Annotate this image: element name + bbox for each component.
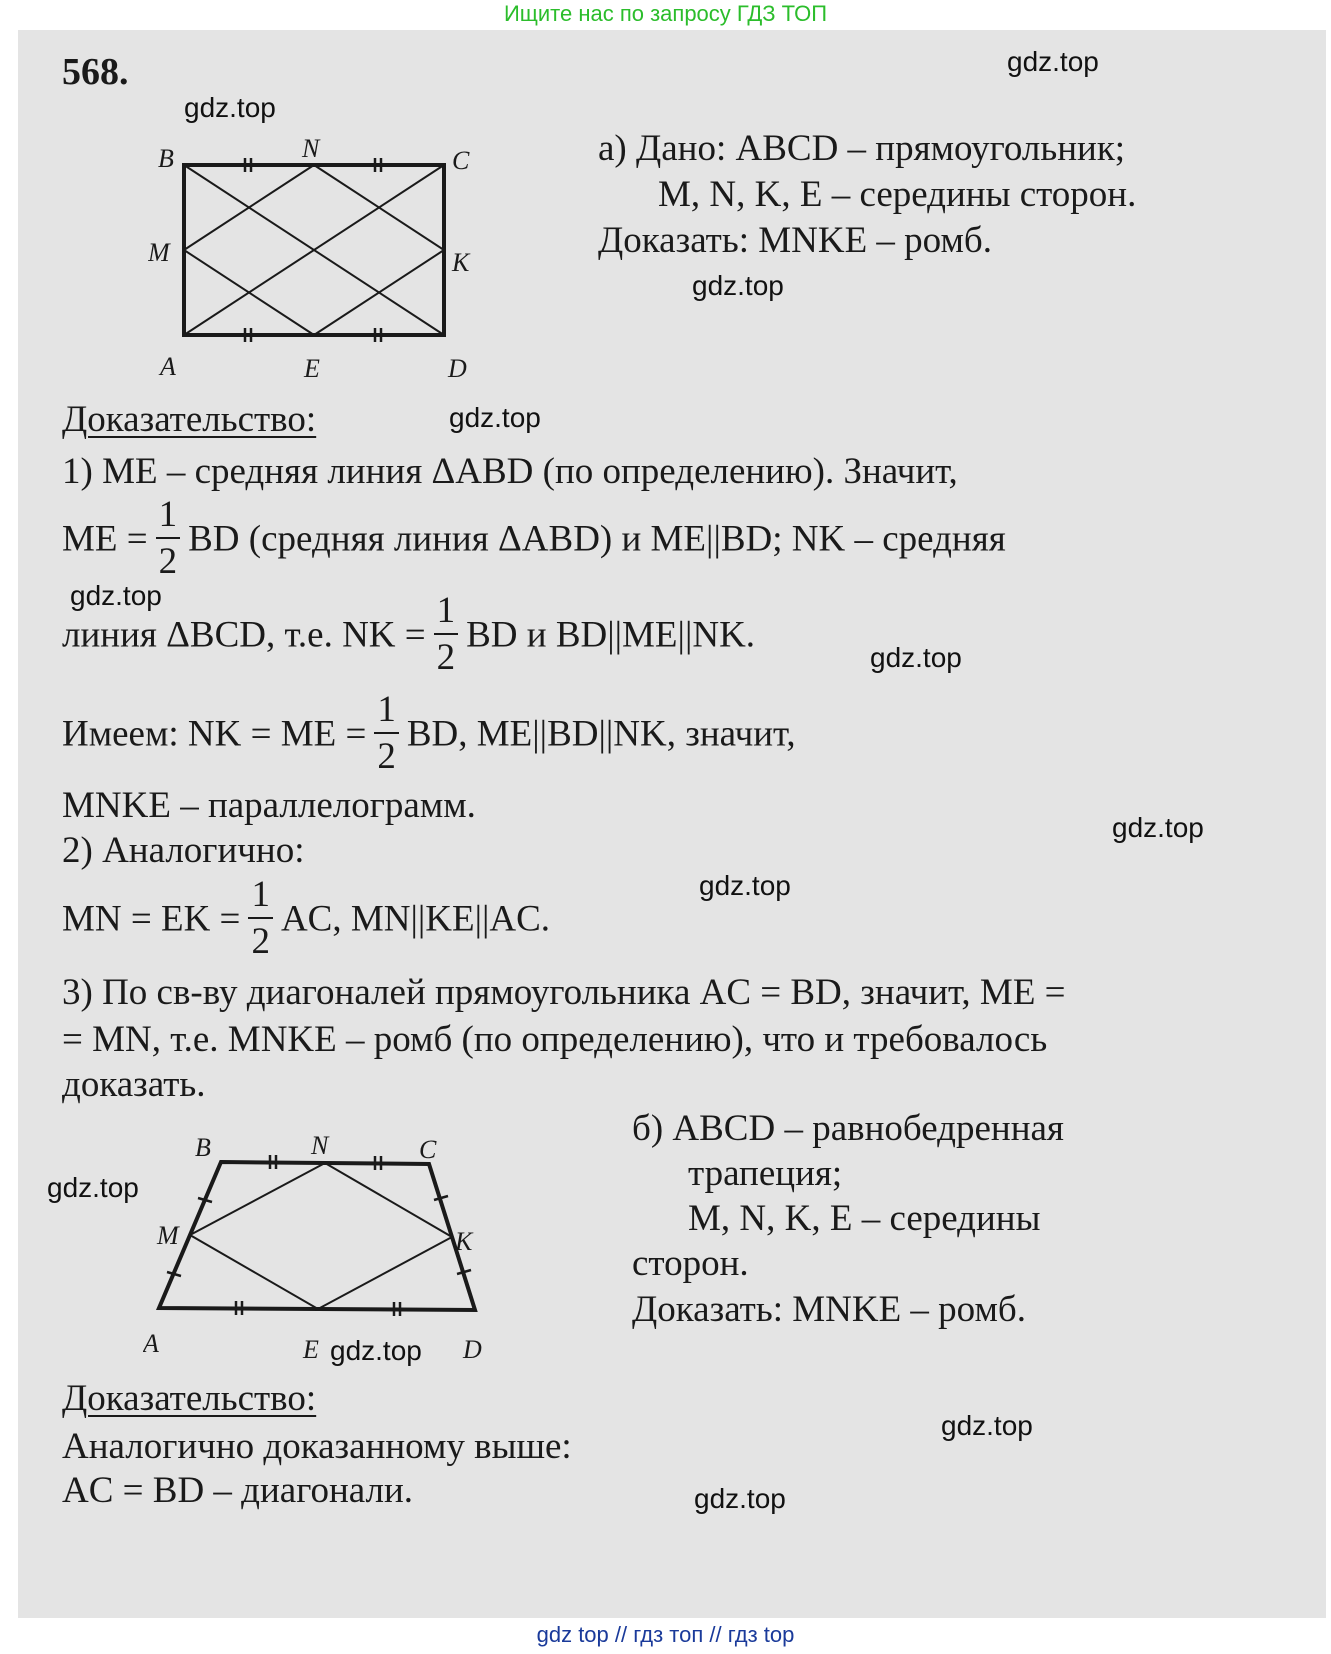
watermark: gdz.top	[1112, 812, 1204, 843]
part-b-line2: трапеция;	[688, 1153, 843, 1194]
fraction-numerator: 1	[156, 496, 181, 539]
fraction-numerator: 1	[374, 691, 399, 734]
part-b-line1: б) ABCD – равнобедренная	[632, 1108, 1064, 1149]
vertex-label-m: M	[148, 238, 170, 267]
vertex-label-a: A	[160, 352, 176, 381]
watermark: gdz.top	[330, 1335, 422, 1366]
proof-line-2	[62, 494, 1006, 584]
proof-line-3-start: линия ΔBCD, т.е. NK =	[62, 614, 426, 656]
watermark: gdz.top	[70, 580, 162, 611]
part-a-given-line2: M, N, K, E – середины сторон.	[658, 174, 1137, 215]
vertex-label-d: D	[448, 354, 467, 383]
trapezoid-abcd	[159, 1162, 475, 1310]
proof-line-2-start: ME =	[62, 518, 148, 560]
fraction-denominator: 2	[436, 637, 456, 678]
vertex-label-c: C	[419, 1135, 437, 1164]
fraction-one-half	[374, 691, 399, 775]
part-b-line5: Доказать: MNKE – ромб.	[632, 1289, 1026, 1330]
fraction-denominator: 2	[158, 541, 178, 582]
proof-heading: Доказательство:	[62, 399, 317, 440]
problem-number: 568.	[62, 51, 129, 93]
vertex-label-e: E	[303, 1335, 319, 1364]
proof2-heading: Доказательство:	[62, 1378, 317, 1419]
part-a-given-line1: а) Дано: ABCD – прямоугольник;	[598, 128, 1126, 169]
trapezoid-figure	[143, 1122, 503, 1367]
proof2-line-2: AC = BD – диагонали.	[62, 1470, 414, 1511]
vertex-label-m: M	[157, 1221, 179, 1250]
vertex-label-a: A	[143, 1329, 159, 1358]
watermark: gdz.top	[870, 642, 962, 673]
top-banner[interactable]: Ищите нас по запросу ГДЗ ТОП	[0, 0, 1331, 30]
part-a-prove: Доказать: MNKE – ромб.	[598, 220, 992, 261]
proof-line-7-end: AC, MN||KE||AC.	[280, 898, 551, 940]
proof-line-9: = MN, т.е. MNKE – ромб (по определению), что и требовалось	[62, 1019, 1048, 1060]
fraction-denominator: 2	[251, 921, 270, 962]
fraction-one-half	[156, 496, 181, 580]
vertex-label-n: N	[302, 135, 320, 163]
watermark: gdz.top	[1007, 46, 1099, 77]
fraction-denominator: 2	[377, 736, 396, 777]
vertex-label-d: D	[463, 1335, 482, 1364]
vertex-label-b: B	[158, 144, 174, 173]
scanned-page	[18, 30, 1326, 1618]
bottom-banner[interactable]: gdz top // гдз топ // гдз top	[0, 1618, 1331, 1654]
watermark: gdz.top	[47, 1172, 139, 1203]
watermark: gdz.top	[699, 870, 791, 901]
proof-line-7	[62, 874, 551, 964]
proof-line-8: 3) По св-ву диагоналей прямоугольника AC = BD, значит, ME =	[62, 972, 1066, 1013]
vertex-label-c: C	[452, 146, 470, 175]
part-b-line3: M, N, K, E – середины	[688, 1198, 1041, 1239]
rhombus-mnke	[190, 1163, 452, 1309]
watermark: gdz.top	[184, 92, 276, 123]
vertex-label-e: E	[304, 354, 320, 383]
vertex-label-k: K	[452, 248, 470, 277]
proof-line-2-end: BD (средняя линия ΔABD) и ME||BD; NK – средняя	[188, 518, 1006, 560]
vertex-label-b: B	[195, 1133, 211, 1162]
proof-line-7-start: MN = EK =	[62, 898, 241, 940]
fraction-numerator: 1	[248, 876, 273, 919]
part-b-line4: сторон.	[632, 1243, 749, 1284]
proof-line-4-end: BD, ME||BD||NK, значит,	[406, 713, 796, 755]
proof-line-10: доказать.	[62, 1064, 206, 1105]
proof-line-6: 2) Аналогично:	[62, 830, 305, 871]
vertex-label-k: K	[455, 1227, 473, 1256]
proof-line-5: MNKE – параллелограмм.	[62, 785, 476, 826]
proof-line-4-start: Имеем: NK = ME =	[62, 713, 367, 755]
fraction-one-half	[248, 876, 273, 960]
watermark: gdz.top	[941, 1410, 1033, 1441]
watermark: gdz.top	[694, 1483, 786, 1514]
proof-line-4	[62, 689, 796, 779]
proof-line-1: 1) ME – средняя линия ΔABD (по определению). Значит,	[62, 451, 958, 492]
proof-line-3-end: BD и BD||ME||NK.	[466, 614, 756, 656]
vertex-label-n: N	[311, 1131, 329, 1160]
fraction-numerator: 1	[434, 592, 459, 635]
fraction-one-half	[434, 592, 459, 676]
watermark: gdz.top	[692, 270, 784, 301]
rectangle-figure	[148, 135, 488, 395]
watermark: gdz.top	[449, 402, 541, 433]
proof2-line-1: Аналогично доказанному выше:	[62, 1426, 572, 1467]
